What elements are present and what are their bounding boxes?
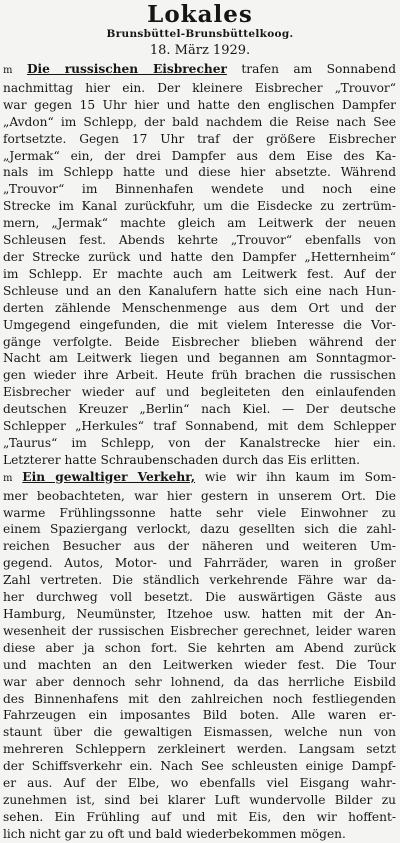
text-line: einem Spaziergang verlockt, dazu gesellten sich die zahl-	[3, 522, 396, 537]
text-line: wesenheit der russischen Eisbrecher gerechnet, leider waren	[3, 623, 396, 638]
text-line: war aber dennoch sehr lohnend, da das herrliche Eisbild	[3, 674, 396, 689]
text-line: Schleuse und an den Kanalufern hatte sich eine nach Hun-	[3, 283, 396, 298]
text-line: gen wieder ihre Arbeit. Heute früh brachen die russischen	[3, 368, 396, 383]
text-line: lich nicht gar zu oft und bald wiederbekommen mögen.	[3, 826, 346, 841]
paragraph-heavy-traffic	[3, 469, 396, 843]
text-line: „Jermak“ ein, der drei Dampfer aus dem Eise des Ka-	[3, 148, 396, 163]
text-line: der Strecke zurück und hatte den Dampfer „Hetternheim“	[3, 249, 396, 264]
text-line: Schleusen fest. Abends kehrte „Trouvor“ ebenfalls von	[3, 233, 396, 248]
text-line: nals im Schlepp hatte und diese hier absetzte. Während	[3, 165, 396, 180]
text-line: und machten an den Leitwerken wieder fest. Die Tour	[3, 657, 396, 672]
text-line: Schlepper „Herkules“ traf Sonnabend, mit dem Schlepper	[3, 419, 396, 434]
text-line: Letzterer hatte Schraubenschaden durch das Eis erlitten.	[3, 452, 360, 467]
text-line: derten zählende Menschenmenge aus dem Ort und der	[3, 300, 396, 315]
date-line: 18. März 1929.	[149, 43, 251, 58]
paragraph-first-line	[3, 61, 396, 80]
text-line: staunt über die gewaltigen Eismassen, welche nun von	[3, 725, 396, 740]
text-line: deutschen Kreuzer „Berlin“ nach Kiel. — Der deutsche	[3, 402, 396, 417]
text-line: Strecke im Kanal zurückfuhr, um die Eisdecke zu zertrüm-	[3, 199, 396, 214]
text-line: her durchweg voll besetzt. Die auswärtigen Gäste aus	[3, 590, 396, 605]
text-line: reichen Besucher aus der näheren und weiteren Um-	[3, 539, 396, 554]
text-line: „Avdon“ im Schlepp, der bald nachdem die Reise nach See	[3, 114, 396, 129]
text-line: fortsetzte. Gegen 17 Uhr traf der größere Eisbrecher	[3, 131, 396, 146]
text-line: mern, „Jermak“ machte gleich am Leitwerk der neuen	[3, 216, 396, 231]
text-line: wie wir ihn kaum im Som-	[204, 469, 396, 484]
text-line: im Schlepp. Er machte auch am Leitwerk fest. Auf der	[3, 266, 396, 281]
text-line: Nacht am Leitwerk liegen und begannen am Sonntagmor-	[3, 351, 396, 366]
text-line: Zahl vertreten. Die ständlich verkehrende Fähre war da-	[3, 573, 396, 588]
place-line: Brunsbüttel-Brunsbüttelkoog.	[106, 28, 294, 40]
text-line: Fahrzeugen ein imposantes Bild boten. Alle waren er-	[3, 708, 396, 723]
text-line: Hamburg, Neumünster, Itzehoe usw. hatten mit der An-	[3, 607, 396, 621]
text-line: sehen. Ein Frühling auf und mit Eis, den wir hoffent-	[3, 809, 396, 824]
text-line: zunehmen ist, sind bei klarer Luft wundervolle Bilder zu	[3, 792, 396, 807]
text-line: gänge verfolgte. Beide Eisbrecher blieben während der	[3, 334, 396, 349]
text-line: mehreren Schleppern zerkleinert werden. Langsam setzt	[3, 742, 396, 757]
text-line: mer beobachteten, war hier gestern in unserem Ort. Die	[3, 488, 396, 503]
paragraph-mark: m	[3, 472, 13, 484]
text-line: des Binnenhafens mit den zahlreichen noch festliegenden	[3, 691, 396, 706]
paragraph-lead: Ein gewaltiger Verkehr,	[22, 469, 196, 484]
text-line: Umgegend eingefunden, die mit vielem Interesse die Vor-	[3, 317, 396, 332]
text-line: trafen am Sonnabend	[241, 62, 396, 76]
text-line: Eisbrecher wieder auf und begleiteten den einlaufenden	[3, 385, 396, 400]
text-line: der Schiffsverkehr ein. Nach See schleusten einige Dampf-	[3, 759, 396, 774]
text-line: „Trouvor“ im Binnenhafen wendete und noch eine	[3, 182, 396, 197]
paragraph-lead: Die russischen Eisbrecher	[26, 62, 227, 76]
text-line: warme Frühlingssonne hatte sehr viele Einwohner zu	[3, 505, 396, 520]
text-line: diese aber ja schon fort. Sie kehrten am Abend zurück	[3, 640, 396, 655]
paragraph-mark: m	[3, 65, 13, 76]
paragraph-first-line	[3, 469, 396, 488]
section-heading: Lokales	[147, 1, 253, 28]
text-line: „Taurus“ im Schlepp, von der Kanalstrecke hier ein.	[3, 435, 396, 450]
paragraph-russian-icebreakers	[3, 61, 396, 469]
text-line: war gegen 15 Uhr hier und hatte den englischen Dampfer	[3, 97, 396, 112]
text-line: gegend. Autos, Motor- und Fahrräder, waren in großer	[3, 556, 396, 571]
article-body	[0, 59, 400, 843]
text-line: nachmittag hier ein. Der kleinere Eisbrecher „Trouvor“	[3, 80, 396, 95]
text-line: er aus. Auf der Elbe, wo ebenfalls viel Eisgang wahr-	[3, 776, 396, 791]
